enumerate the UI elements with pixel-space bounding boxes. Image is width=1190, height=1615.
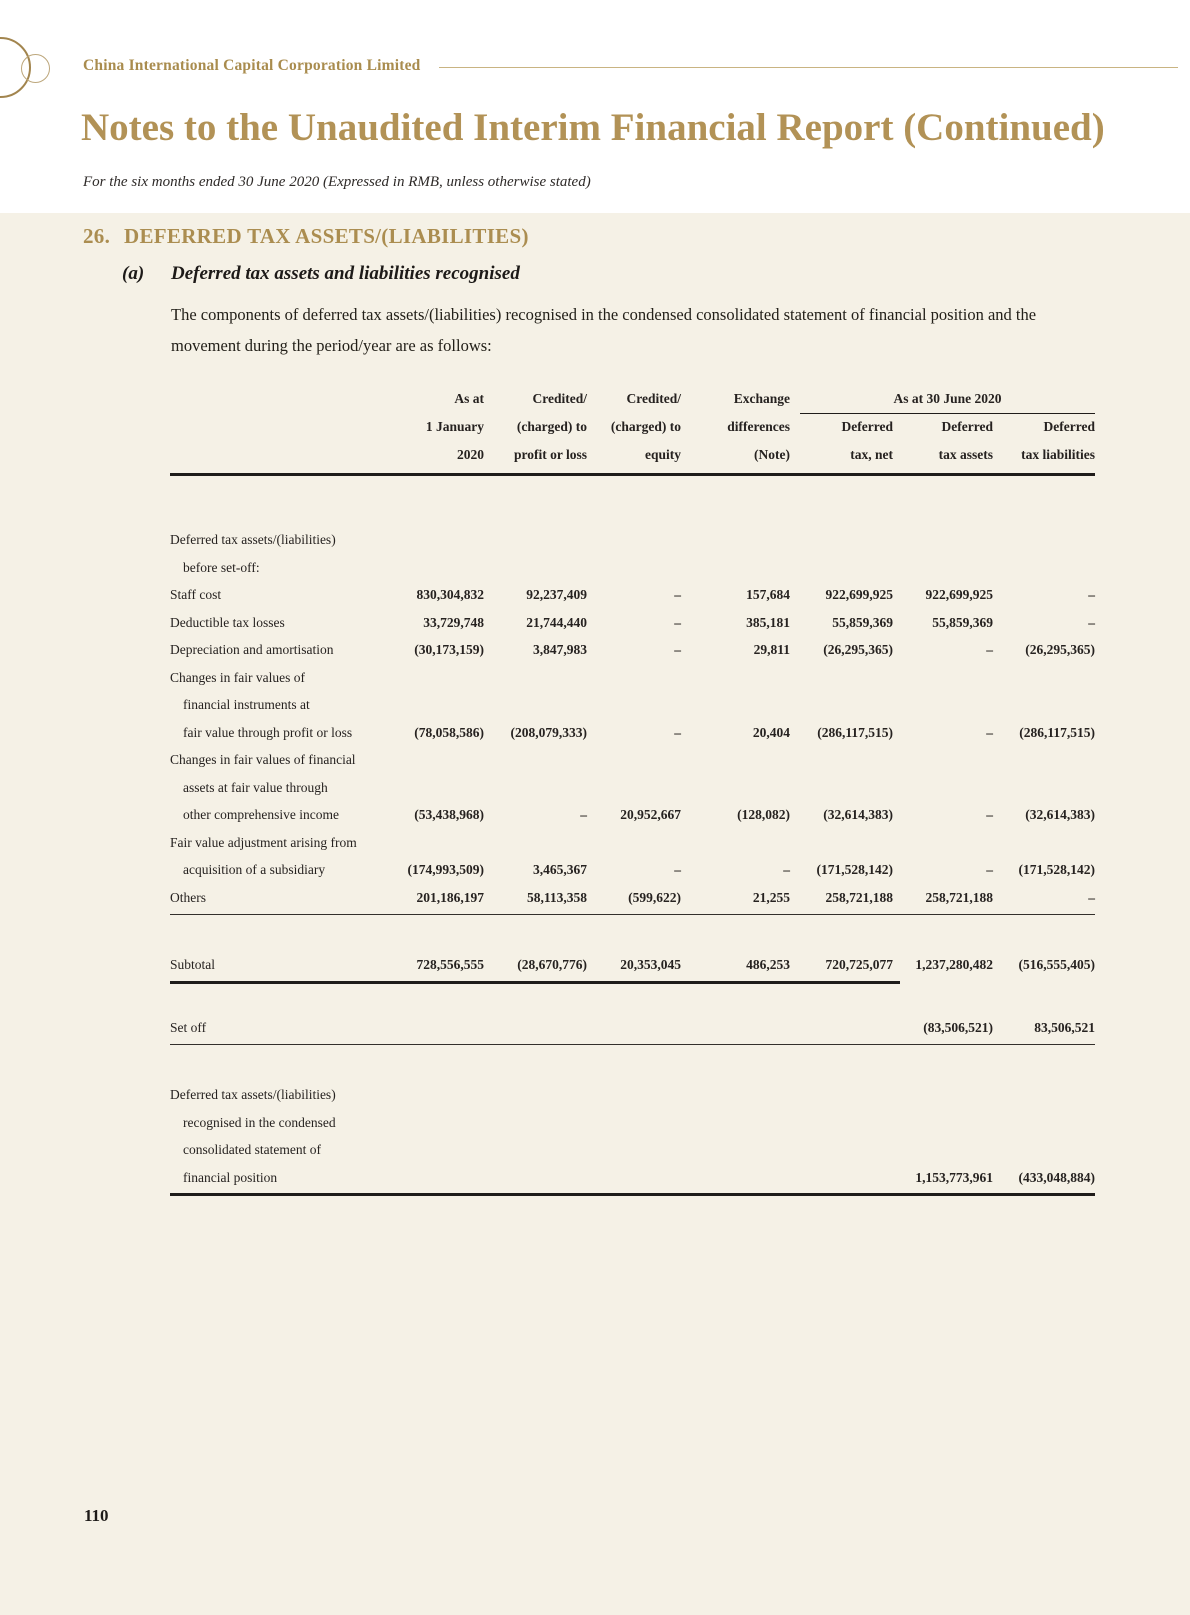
cell-value: (28,670,776): [517, 957, 587, 972]
cell-value: (171,528,142): [1018, 862, 1095, 877]
company-name: China International Capital Corporation Limited: [83, 57, 421, 74]
cell-value: 486,253: [746, 957, 790, 972]
table-row-line: [170, 554, 1095, 582]
table-row-line: [170, 774, 1095, 802]
table-row-line: [170, 746, 1095, 774]
cell-value: 385,181: [746, 614, 790, 630]
cell-value: –: [674, 862, 681, 877]
column-header: equity: [644, 447, 681, 462]
column-header: As at: [454, 391, 484, 406]
table-row: [170, 526, 1095, 581]
cell-value: 728,556,555: [416, 957, 484, 972]
cell-value: –: [986, 642, 993, 657]
section-heading: [83, 224, 529, 249]
row-rule-thin: [170, 914, 1095, 915]
cell-value: 58,113,358: [526, 889, 587, 905]
row-rule-thick-partial: [170, 981, 900, 984]
subsection-heading: [122, 263, 520, 285]
column-header: tax liabilities: [1021, 447, 1095, 462]
table-row-line: [170, 1109, 1095, 1137]
cell-value: (286,117,515): [817, 724, 893, 740]
logo-circle-small-icon: [21, 54, 50, 83]
header-line: [170, 385, 1095, 413]
row-label: Deferred tax assets/(liabilities): [170, 532, 336, 547]
cell-value: (128,082): [737, 807, 790, 822]
table-row-line: [170, 609, 1095, 637]
cell-value: –: [580, 807, 587, 822]
column-header: tax, net: [850, 447, 893, 462]
table-row-line: [170, 884, 1095, 912]
cell-value: 720,725,077: [825, 957, 893, 972]
cell-value: 922,699,925: [825, 587, 893, 602]
row-label: acquisition of a subsidiary: [183, 862, 326, 877]
cell-value: –: [986, 807, 993, 822]
table-row: [170, 581, 1095, 609]
table-row: [170, 609, 1095, 637]
cell-value: (83,506,521): [923, 1019, 993, 1035]
cell-value: –: [986, 724, 993, 740]
row-label: Deferred tax assets/(liabilities): [170, 1087, 336, 1102]
cell-value: 20,353,045: [620, 957, 681, 972]
table-row-line: [170, 691, 1095, 719]
cell-value: –: [1088, 614, 1095, 630]
row-label: recognised in the condensed: [183, 1114, 336, 1130]
cell-value: (286,117,515): [1019, 724, 1095, 740]
column-header: (charged) to: [610, 419, 681, 434]
cell-value: –: [986, 862, 993, 877]
row-label: Changes in fair values of financial: [170, 752, 356, 767]
table-row-line: [170, 829, 1095, 857]
column-header: (charged) to: [516, 419, 587, 434]
column-group-header: As at 30 June 2020: [800, 385, 1095, 414]
column-header: 2020: [457, 447, 484, 462]
page-title: Notes to the Unaudited Interim Financial Report (Continued): [81, 106, 1105, 149]
table-row-line: [170, 719, 1095, 747]
row-label: Subtotal: [170, 957, 216, 972]
cell-value: 3,465,367: [533, 862, 587, 877]
row-label: Staff cost: [170, 587, 222, 602]
intro-paragraph: The components of deferred tax assets/(liabilities) recognised in the condensed consolidated statement of financial position and the movement during the period/year are as follows:: [171, 305, 1037, 355]
row-label: Changes in fair values of: [170, 669, 305, 685]
deferred-tax-table: [170, 385, 1095, 1196]
table-row-line: [170, 951, 1095, 979]
cell-value: 55,859,369: [932, 614, 993, 630]
cell-value: 55,859,369: [832, 614, 893, 630]
page-number: 110: [84, 1506, 109, 1525]
cell-value: –: [674, 587, 681, 602]
cell-value: (516,555,405): [1018, 957, 1095, 972]
column-header: Deferred: [841, 419, 893, 434]
row-label: fair value through profit or loss: [183, 724, 353, 740]
header-line: [170, 413, 1095, 441]
cell-value: –: [674, 614, 681, 630]
cell-value: 21,255: [752, 889, 790, 905]
row-label: assets at fair value through: [183, 779, 328, 795]
column-header: Exchange: [733, 391, 790, 406]
row-label: financial instruments at: [183, 697, 310, 712]
cell-value: 922,699,925: [925, 587, 993, 602]
cell-value: (53,438,968): [414, 807, 484, 822]
cell-value: 1,153,773,961: [915, 1169, 993, 1185]
table-row-line: [170, 526, 1095, 554]
cell-value: 1,237,280,482: [915, 957, 993, 972]
row-label: Set off: [170, 1019, 207, 1035]
row-rule-thin: [170, 1044, 1095, 1045]
header-rule: [439, 67, 1178, 68]
table-row-line: [170, 1081, 1095, 1109]
cell-value: (171,528,142): [816, 862, 893, 877]
row-label: other comprehensive income: [183, 807, 339, 822]
cell-value: –: [674, 724, 681, 740]
cell-value: 21,744,440: [526, 614, 587, 630]
subsection-title: Deferred tax assets and liabilities recognised: [171, 263, 520, 284]
subsection-label: (a): [122, 263, 145, 284]
table-row-line: [170, 1164, 1095, 1192]
cell-value: 201,186,197: [416, 889, 484, 905]
table-row: [170, 1081, 1095, 1196]
table-row-line: [170, 664, 1095, 692]
cell-value: 20,404: [752, 724, 790, 740]
table-row: [170, 664, 1095, 747]
cell-value: (26,295,365): [1025, 642, 1095, 657]
table-row: [170, 951, 1095, 984]
cell-value: (32,614,383): [1025, 807, 1095, 822]
cell-value: 29,811: [753, 642, 790, 657]
table-row-line: [170, 636, 1095, 664]
cell-value: 157,684: [746, 587, 790, 602]
table-row-line: [170, 856, 1095, 884]
row-label: consolidated statement of: [183, 1142, 321, 1157]
header-line: [170, 441, 1095, 469]
column-header: profit or loss: [513, 447, 587, 462]
row-label: Deductible tax losses: [170, 614, 285, 630]
column-header: Deferred: [941, 419, 993, 434]
section-number: 26.: [83, 224, 111, 248]
cell-value: 83,506,521: [1034, 1019, 1095, 1035]
cell-value: –: [1088, 889, 1095, 905]
cell-value: (433,048,884): [1018, 1169, 1095, 1185]
page-subtitle: For the six months ended 30 June 2020 (Expressed in RMB, unless otherwise stated): [83, 174, 591, 190]
cell-value: –: [674, 642, 681, 657]
column-header: 1 January: [425, 419, 484, 434]
table-row: [170, 636, 1095, 664]
cell-value: 258,721,188: [925, 889, 993, 905]
table-row-line: [170, 1014, 1095, 1042]
column-header: tax assets: [938, 447, 993, 462]
row-label: before set-off:: [183, 559, 260, 575]
table-row-line: [170, 801, 1095, 829]
cell-value: 20,952,667: [620, 807, 681, 822]
cell-value: 33,729,748: [423, 614, 484, 630]
cell-value: 92,237,409: [526, 587, 587, 602]
column-header: Credited/: [532, 391, 587, 406]
table-row: [170, 829, 1095, 884]
column-header: differences: [727, 419, 790, 434]
cell-value: (208,079,333): [510, 724, 587, 740]
cell-value: 3,847,983: [533, 642, 587, 657]
cell-value: (30,173,159): [414, 642, 484, 657]
cell-value: 830,304,832: [416, 587, 484, 602]
table-row-line: [170, 581, 1095, 609]
column-header: Deferred: [1043, 419, 1095, 434]
cell-value: –: [783, 862, 790, 877]
company-header: [83, 57, 1178, 75]
table-body: [170, 476, 1095, 1196]
column-header: Credited/: [626, 391, 681, 406]
table-row: [170, 746, 1095, 829]
cell-value: (174,993,509): [407, 862, 484, 877]
cell-value: (26,295,365): [823, 642, 893, 657]
cell-value: (32,614,383): [823, 807, 893, 822]
row-label: Fair value adjustment arising from: [170, 834, 357, 850]
row-rule-thick: [170, 1193, 1095, 1196]
row-label: Others: [170, 889, 206, 905]
table-row-line: [170, 1136, 1095, 1164]
cell-value: –: [1088, 587, 1095, 602]
section-title: DEFERRED TAX ASSETS/(LIABILITIES): [124, 224, 529, 248]
cell-value: (599,622): [628, 889, 681, 905]
column-header: (Note): [754, 447, 790, 462]
row-label: financial position: [183, 1169, 278, 1185]
cell-value: (78,058,586): [414, 724, 484, 740]
cell-value: 258,721,188: [825, 889, 893, 905]
table-row: [170, 1014, 1095, 1046]
table-header: [170, 385, 1095, 476]
table-row: [170, 884, 1095, 916]
page-header-band: [0, 0, 1190, 213]
row-label: Depreciation and amortisation: [170, 642, 334, 657]
